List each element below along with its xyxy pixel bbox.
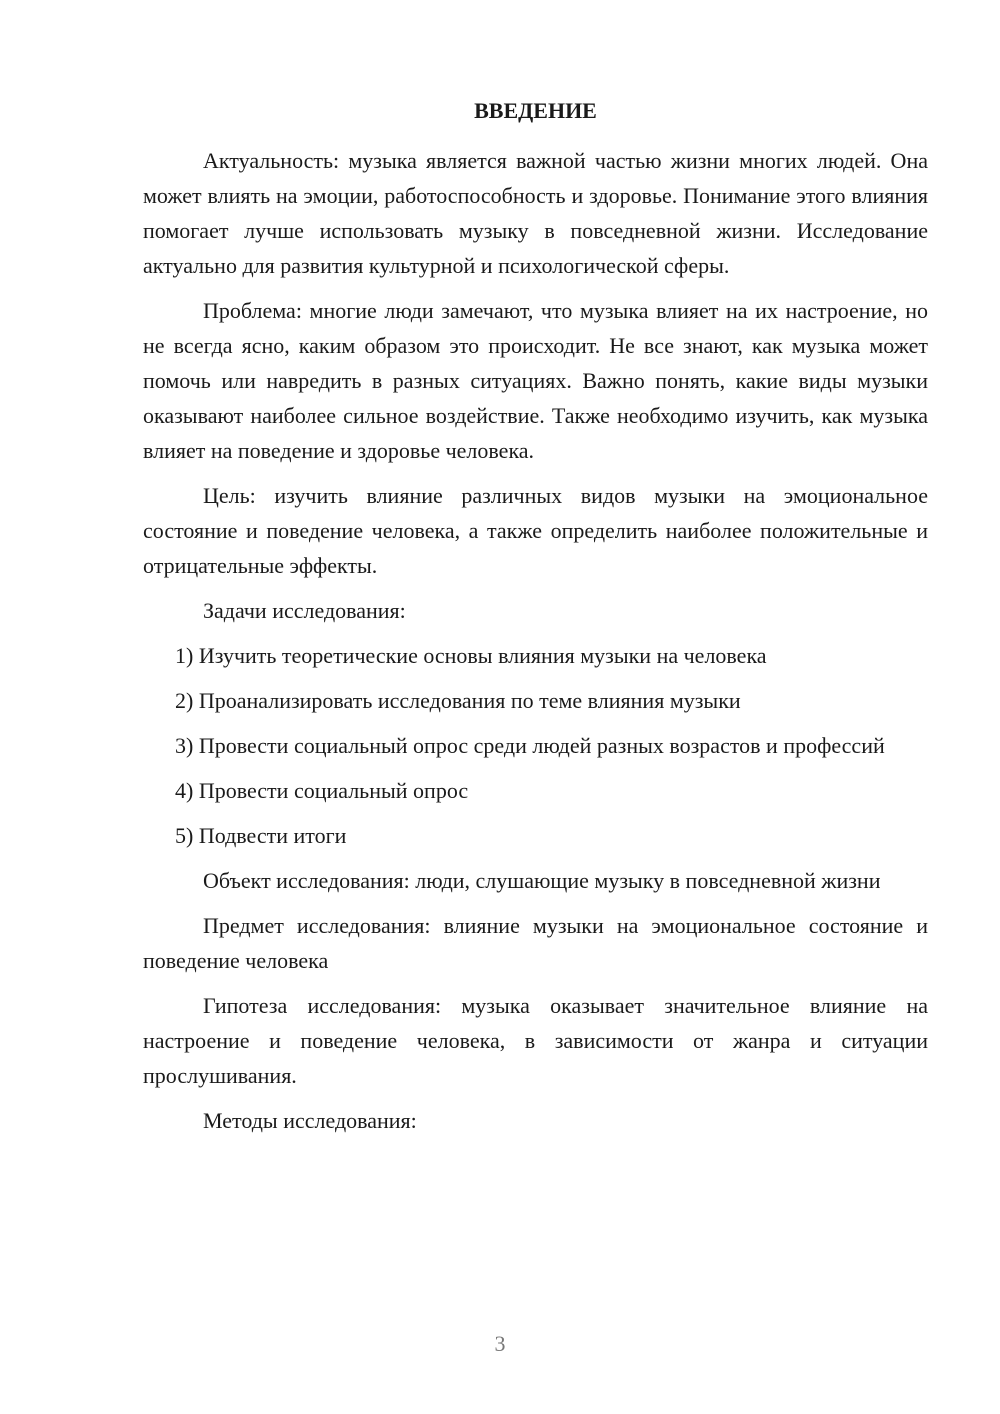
methods-heading: Методы исследования:	[203, 1108, 417, 1133]
hypothesis-paragraph: Гипотеза исследования: музыка оказывает значительное влияние на настроение и поведение человека, в зависимости от жанра и ситуации прослушивания.	[143, 993, 928, 1088]
tasks-list	[143, 638, 928, 853]
subject-paragraph: Предмет исследования: влияние музыки на эмоциональное состояние и поведение человека	[143, 913, 928, 973]
task-item: 3) Провести социальный опрос среди людей разных возрастов и профессий	[175, 733, 885, 758]
task-item: 5) Подвести итоги	[175, 823, 347, 848]
page-number: 3	[494, 1331, 506, 1356]
object-paragraph: Объект исследования: люди, слушающие музыку в повседневной жизни	[203, 868, 881, 893]
document-page	[143, 93, 928, 1148]
page-title: ВВЕДЕНИЕ	[474, 98, 597, 123]
problem-paragraph: Проблема: многие люди замечают, что музыка влияет на их настроение, но не всегда ясно, каким образом это происходит. Не все знают, как музыка может помочь или навредить в разных ситуациях. Важно понять, какие виды музыки оказывают наиболее сильное воздействие. Также необходимо изучить, как музыка влияет на поведение и здоровье человека.	[143, 298, 928, 463]
task-item: 1) Изучить теоретические основы влияния музыки на человека	[175, 643, 767, 668]
task-item: 4) Провести социальный опрос	[175, 778, 469, 803]
relevance-paragraph: Актуальность: музыка является важной частью жизни многих людей. Она может влиять на эмоции, работоспособность и здоровье. Понимание этого влияния помогает лучше использовать музыку в повседневной жизни. Исследование актуально для развития культурной и психологической сферы.	[143, 148, 928, 278]
goal-paragraph: Цель: изучить влияние различных видов музыки на эмоциональное состояние и поведение человека, а также определить наиболее положительные и отрицательные эффекты.	[143, 483, 928, 578]
tasks-heading: Задачи исследования:	[203, 598, 406, 623]
task-item: 2) Проанализировать исследования по теме влияния музыки	[175, 688, 741, 713]
